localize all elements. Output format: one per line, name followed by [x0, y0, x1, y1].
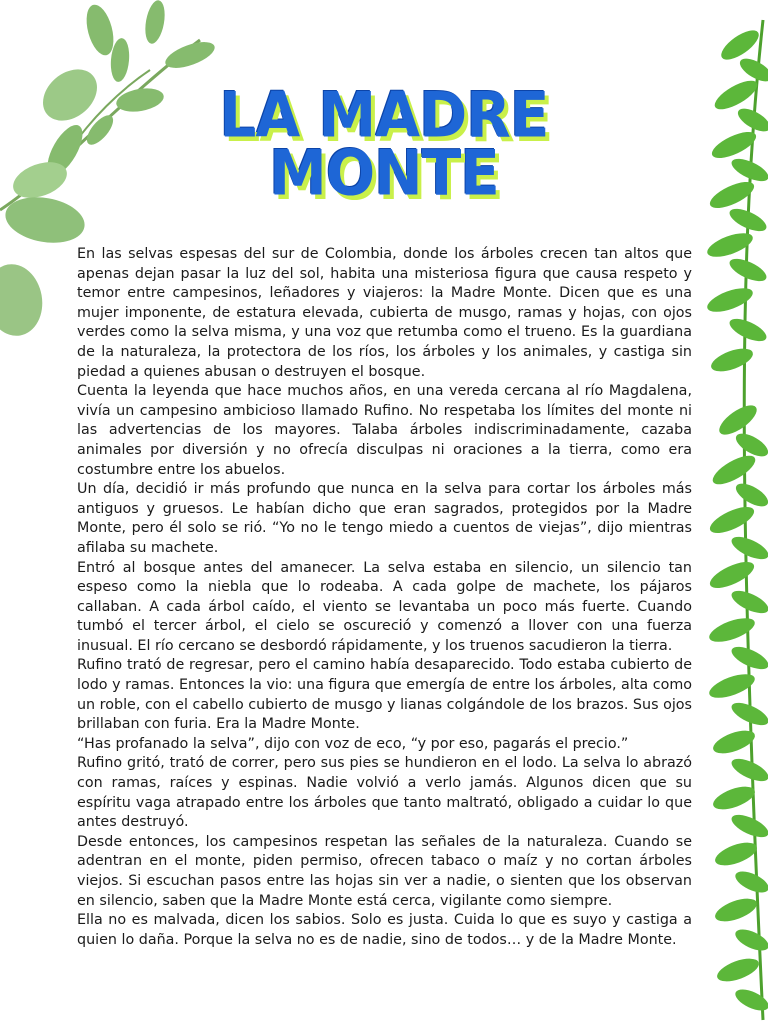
- story-body: [77, 245, 692, 950]
- page-title: [0, 78, 768, 210]
- story-paragraph: Ella no es malvada, dicen los sabios. Solo es justa. Cuida lo que es suyo y castiga a quien lo daña. Porque la selva no es de nadie, sino de todos… y de la Madre Monte.: [77, 912, 692, 948]
- title-line-1: LA MADRE: [219, 78, 549, 152]
- story-paragraph: Desde entonces, los campesinos respetan las señales de la naturaleza. Cuando se adentran en el monte, piden permiso, ofrecen tabaco o maíz y no cortan árboles viejos. Si escuchan pasos entre las hojas sin ver a nadie, o sienten que los observan en silencio, saben que la Madre Monte está cerca, vigilante como siempre.: [77, 833, 692, 909]
- story-paragraph: Entró al bosque antes del amanecer. La selva estaba en silencio, un silencio tan espeso como la niebla que lo rodeaba. A cada golpe de machete, los pájaros callaban. A cada árbol caído, el viento se levantaba un poco más fuerte. Cuando tumbó el tercer árbol, el cielo se oscureció y comenzó a llover con una fuerza inusual. El río cercano se desbordó rápidamente, y los truenos sacudieron la tierra.: [77, 559, 692, 654]
- story-paragraph: En las selvas espesas del sur de Colombia, donde los árboles crecen tan altos que apenas dejan pasar la luz del sol, habita una misteriosa figura que causa respeto y temor entre campesinos, leñadores y viajeros: la Madre Monte. Dicen que es una mujer imponente, de estatura elevada, cubierta de musgo, ramas y hojas, con ojos verdes como la selva misma, y una voz que retumba como el trueno. Es la guardiana de la naturaleza, la protectora de los ríos, los árboles y los animales, y castiga sin piedad a quienes abusan o destruyen el bosque.: [77, 246, 692, 380]
- story-paragraph: “Has profanado la selva”, dijo con voz de eco, “y por eso, pagarás el precio.”: [77, 735, 629, 752]
- story-paragraph: Un día, decidió ir más profundo que nunca en la selva para cortar los árboles más antiguos y gruesos. Le habían dicho que eran sagrados, protegidos por la Madre Monte, pero él solo se rió. “Yo no le tengo miedo a cuentos de viejas”, dijo mientras afilaba su machete.: [77, 481, 692, 556]
- title-line-2: MONTE: [269, 136, 499, 210]
- story-paragraph: Rufino trató de regresar, pero el camino había desaparecido. Todo estaba cubierto de lodo y ramas. Entonces la vio: una figura que emergía de entre los árboles, alta como un roble, con el cabello cubierto de musgo y lianas colgándole de los brazos. Sus ojos brillaban con furia. Era la Madre Monte.: [77, 657, 692, 733]
- story-paragraph: Rufino gritó, trató de correr, pero sus pies se hundieron en el lodo. La selva lo abrazó con ramas, raíces y espinas. Nadie volvió a verlo jamás. Algunos dicen que su espíritu vaga atrapado entre los árboles que tanto maltrató, obligado a cuidar lo que antes destruyó.: [77, 755, 692, 831]
- story-paragraph: Cuenta la leyenda que hace muchos años, en una vereda cercana al río Magdalena, vivía un campesino ambicioso llamado Rufino. No respetaba los límites del monte ni las advertencias de los mayores. Talaba árboles indiscriminadamente, cazaba animales por diversión y no ofrecía disculpas ni oraciones a la tierra, como era costumbre entre los abuelos.: [77, 383, 692, 478]
